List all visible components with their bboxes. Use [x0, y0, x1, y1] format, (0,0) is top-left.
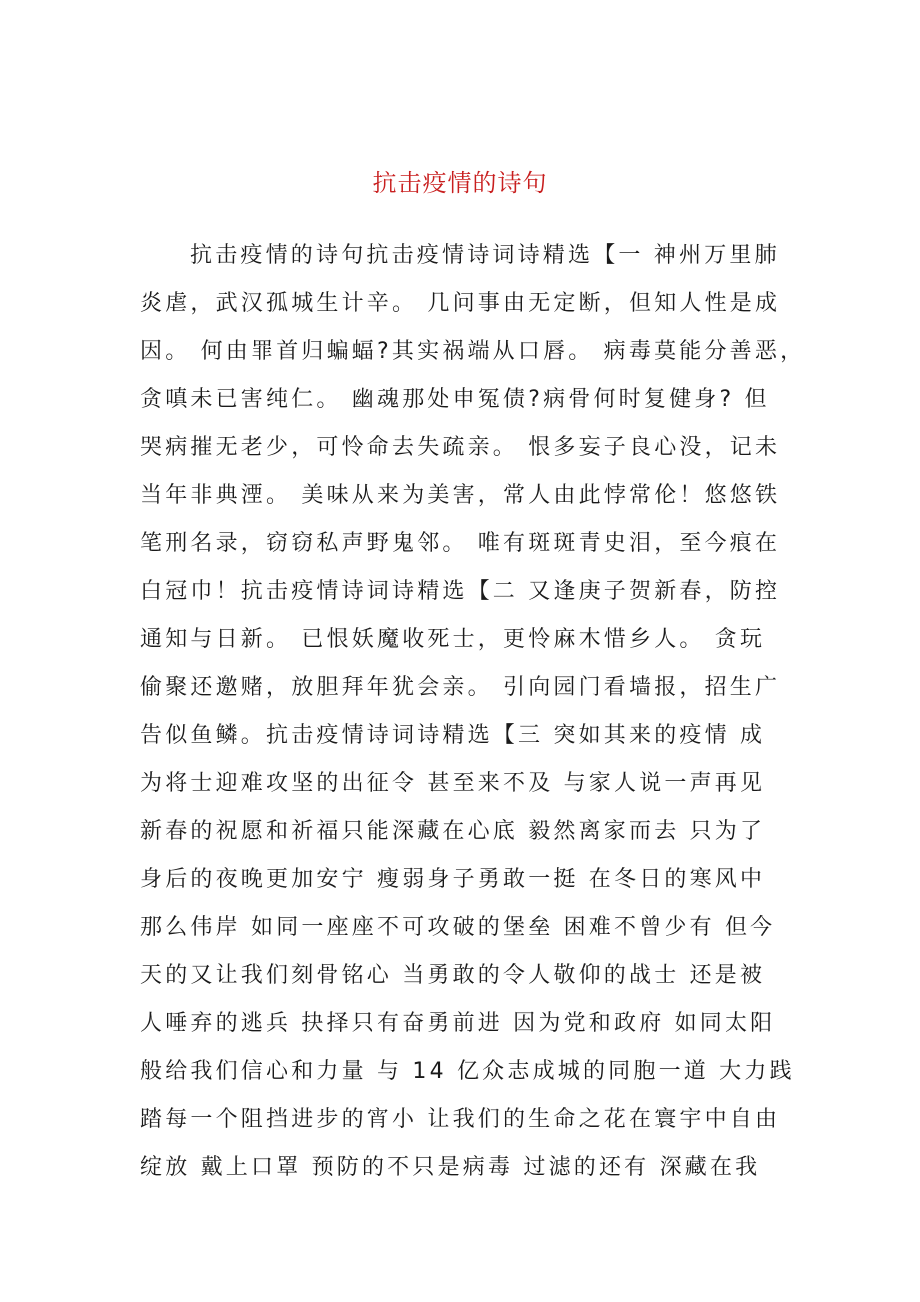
body-line-17: 人唾弃的逃兵 抉择只有奋勇前进 因为党和政府 如同太阳 — [140, 1011, 776, 1036]
body-line-19: 踏每一个阻挡进步的宵小 让我们的生命之花在寰宇中自由 — [140, 1107, 781, 1132]
body-line-15: 那么伟岸 如同一座座不可攻破的堡垒 困难不曾少有 但今 — [140, 915, 776, 940]
body-line-8: 白冠巾！抗击疫情诗词诗精选【二 又逢庚子贺新春，防控 — [140, 579, 781, 604]
body-line-16: 天的又让我们刻骨铭心 当勇敢的令人敬仰的战士 还是被 — [140, 963, 766, 988]
body-line-14: 身后的夜晚更加安宁 瘦弱身子勇敢一挺 在冬日的寒风中 — [140, 867, 766, 892]
body-line-12: 为将士迎难攻坚的出征令 甚至来不及 与家人说一声再见 — [140, 771, 766, 796]
body-line-1: 抗击疫情的诗句抗击疫情诗词诗精选【一 神州万里肺 — [190, 243, 780, 268]
body-line-6: 当年非典湮。 美味从来为美害，常人由此悖常伦！悠悠铁 — [140, 483, 781, 508]
body-line-20: 绽放 戴上口罩 预防的不只是病毒 过滤的还有 深藏在我 — [140, 1155, 761, 1180]
body-line-5: 哭病摧无老少，可怜命去失疏亲。 恨多妄子良心没，记未 — [140, 435, 781, 460]
body-line-11: 告似鱼鳞。抗击疫情诗词诗精选【三 突如其来的疫情 成 — [140, 723, 766, 748]
body-line-3: 因。 何由罪首归蝙蝠?其实祸端从口唇。 病毒莫能分善恶， — [140, 339, 806, 364]
body-line-2: 炎虐，武汉孤城生计辛。 几问事由无定断，但知人性是成 — [140, 291, 781, 316]
body-line-4: 贪嗔未已害纯仁。 幽魂那处申冤债?病骨何时复健身? 但 — [140, 387, 770, 412]
document-title: 抗击疫情的诗句 — [372, 169, 548, 197]
body-line-13: 新春的祝愿和祈福只能深藏在心底 毅然离家而去 只为了 — [140, 819, 766, 844]
body-line-7: 笔刑名录，窃窃私声野鬼邻。 唯有斑斑青史泪，至今痕在 — [140, 531, 781, 556]
body-line-9: 通知与日新。 已恨妖魔收死士，更怜麻木惜乡人。 贪玩 — [140, 627, 766, 652]
body-line-10: 偷聚还邀赌，放胆拜年犹会亲。 引向园门看墙报，招生广 — [140, 675, 781, 700]
document-body — [140, 238, 806, 1198]
body-line-18: 般给我们信心和力量 与 14 亿众志成城的同胞一道 大力践 — [140, 1059, 795, 1084]
